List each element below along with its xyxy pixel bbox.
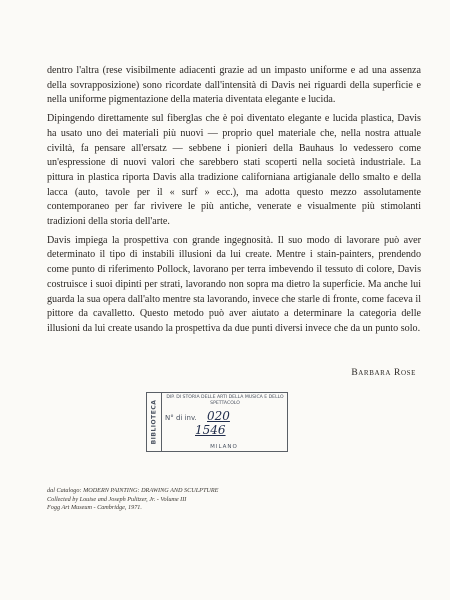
stamp-side-label xyxy=(147,393,162,451)
body-text xyxy=(47,64,421,341)
source-line-2: Collected by Louise and Joseph Pulitzer, Jr. - Volume III xyxy=(47,495,187,503)
stamp-number-row xyxy=(187,423,226,437)
stamp-header: DIP. DI STORIA DELLE ARTI DELLA MUSICA E DELLO SPETTACOLO xyxy=(166,395,284,406)
stamp-inventory-label: N° di inv. xyxy=(165,414,197,422)
source-line-1: dal Catalogo: MODERN PAINTING: DRAWING AND SCULPTURE xyxy=(47,487,219,494)
stamp-number: 1546 xyxy=(195,423,226,437)
stamp-side-text: BIBLIOTECA xyxy=(150,399,158,445)
source-citation xyxy=(47,487,347,513)
source-line-3: Fogg Art Museum - Cambridge, 1971. xyxy=(47,504,142,512)
paragraph-1: dentro l'altra (rese visibilmente adiacenti grazie ad un impasto uniforme e ad una assenza della sovrapposizione) sono ricordate dall'intensità di Davis nei riguardi della superficie e nella uniforme pigmentazione della materia diventata elegante e lucida. xyxy=(47,65,421,106)
library-stamp xyxy=(146,392,288,452)
author-signature: Barbara Rose xyxy=(351,368,416,378)
stamp-city: MILANO xyxy=(210,444,238,450)
paragraph-3: Davis impiega la prospettiva con grande ingegnosità. Il suo modo di lavorare può aver determinato il tipo di instabili illusioni da lui create. Mentre i stain-painters, prendendo come punto di riferimento Pollock, lavorano per terra imbevendo il tessuto di colore, Davis costruisce i suoi dipinti per strati, lavorando non sopra ma dietro la superficie. Ma anche lui guarda la sua opera dall'alto mentre sta lavorando, invece che starle di fronte, come faceva il pittore da cavalletto. Questo metodo può aver aiutato a determinare la categoria delle illusioni da lui create usando la prospettiva da due punti diversi invece che da un punto solo. xyxy=(47,234,421,334)
stamp-inventory-value: 020 xyxy=(207,409,230,423)
paragraph-2: Dipingendo direttamente sul fiberglas che è poi diventato elegante e lucida plastica, Davis ha usato uno dei materiali più nuovi — proprio quel materiale che, nella nostra attuale civiltà, fa pensare all'ersatz — sebbene i pionieri della Bauhaus lo vedessero come un'espressione di nuovi valori che sarebbero stati scoperti nella società industriale. La pittura in plastica riporta Davis alla tradizione californiana artigianale dello smalto e della lacca (auto, tavole per il « surf » ecc.), ma adotta questo mezzo assolutamente contemporaneo per far rivivere le più antiche, venerate e visualmente più stimolanti tradizioni della storia dell'arte. xyxy=(47,113,421,228)
stamp-inventory-row xyxy=(165,409,230,423)
